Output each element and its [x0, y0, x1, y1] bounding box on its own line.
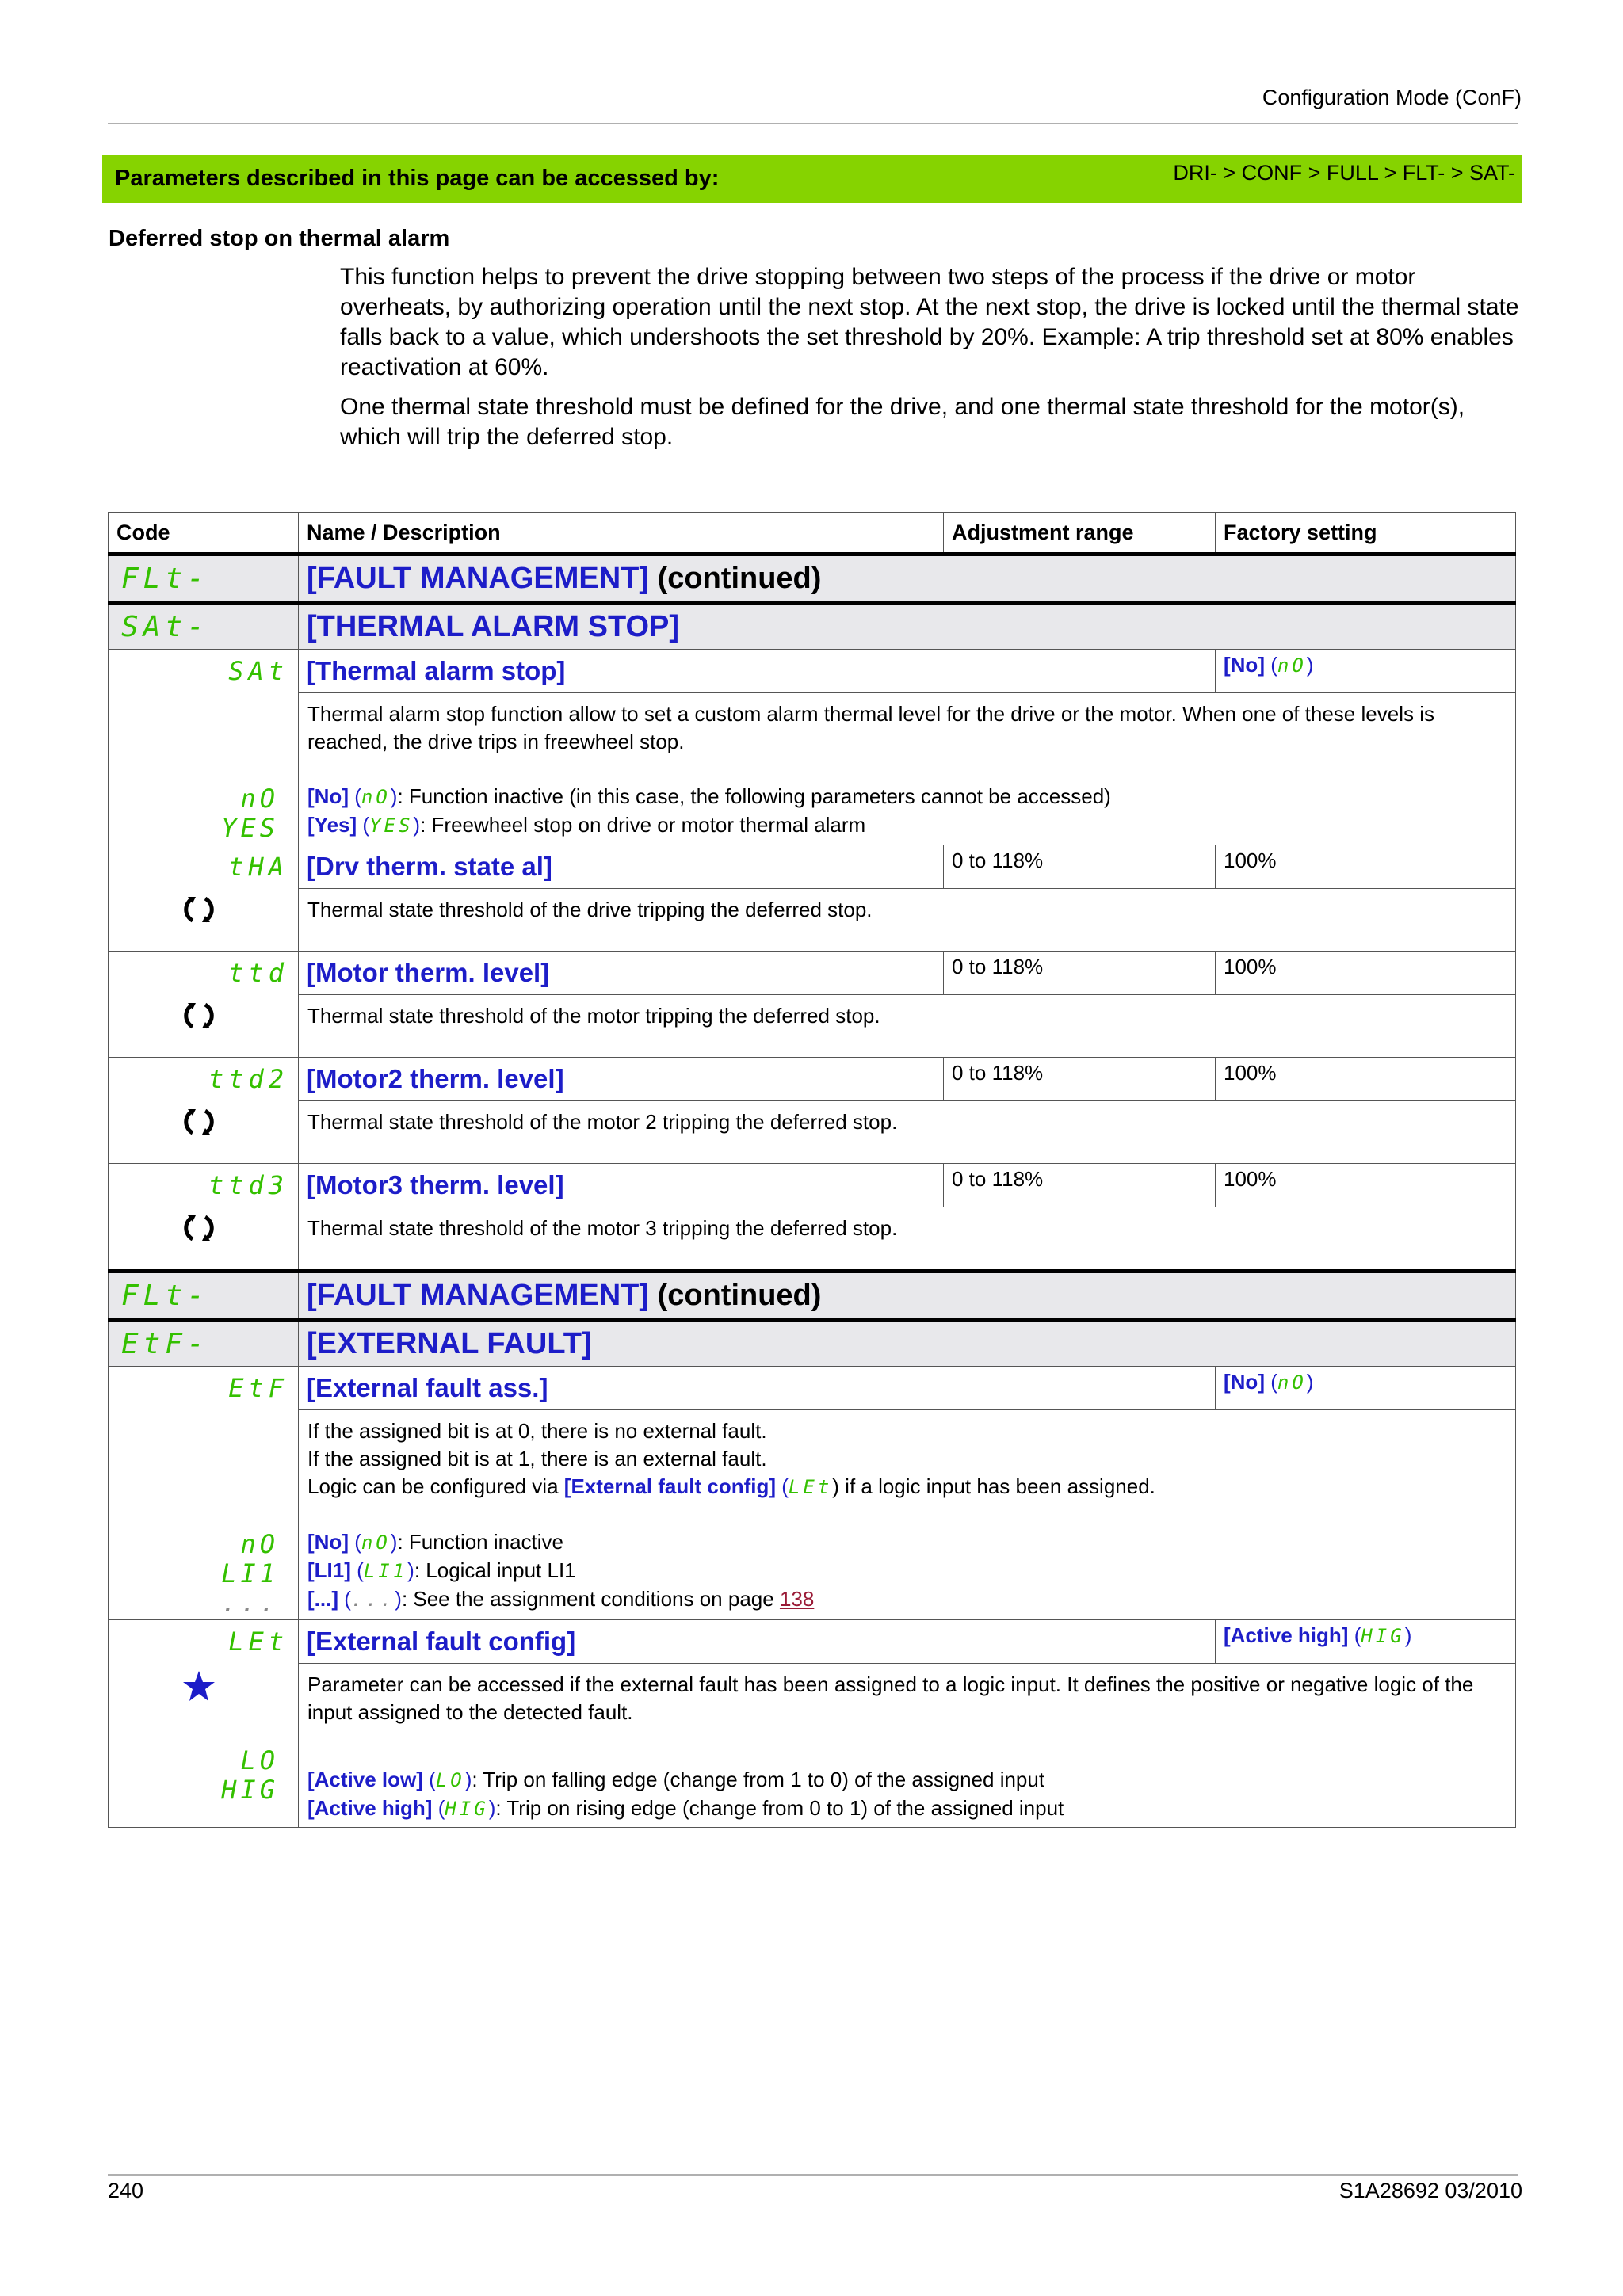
- option-code: nO: [240, 784, 279, 814]
- param-description-cell: [299, 995, 1516, 1058]
- param-description: Parameter can be accessed if the external fault has been assigned to a logic input. It defines the positive or negative logic of the input assigned to the detected fault.: [307, 1672, 1474, 1724]
- access-bar-path: DRI- > CONF > FULL > FLT- > SAT-: [1173, 161, 1515, 185]
- param-description-cell: [299, 1207, 1516, 1272]
- menu-code-text: SAt-: [121, 611, 209, 643]
- param-name: [Drv therm. state al]: [299, 845, 944, 889]
- table-header-row: [109, 513, 1516, 555]
- param-name: [Motor2 therm. level]: [299, 1058, 944, 1101]
- factory-setting: [Active high] (HIG): [1216, 1620, 1516, 1664]
- option-item: [...] (...): See the assignment conditions on page 138: [307, 1587, 815, 1611]
- factory-setting: 100%: [1216, 1164, 1516, 1207]
- factory-setting: 100%: [1216, 845, 1516, 889]
- menu-code-text: FLt-: [121, 563, 209, 595]
- param-description: Thermal state threshold of the motor tripping the deferred stop.: [307, 1004, 880, 1028]
- intro-text: [340, 262, 1521, 462]
- option-item: [Yes] (YES): Freewheel stop on drive or motor thermal alarm: [307, 813, 866, 837]
- adjustment-range: 0 to 118%: [944, 1164, 1216, 1207]
- factory-label: [No]: [1224, 1370, 1265, 1394]
- menu-code: [109, 555, 299, 603]
- menu-continued: (continued): [657, 1278, 822, 1312]
- param-description: Thermal state threshold of the motor 3 tripping the deferred stop.: [307, 1216, 898, 1240]
- param-description-cell: [299, 1664, 1516, 1828]
- menu-code-text: FLt-: [121, 1280, 209, 1312]
- document-reference: S1A28692 03/2010: [1338, 2179, 1522, 2203]
- refresh-cycle-icon: [109, 1104, 288, 1145]
- param-row-ttd: [109, 952, 1516, 995]
- menu-code: [109, 1320, 299, 1367]
- option-code: ...: [221, 1588, 279, 1618]
- menu-row-fault-management: [109, 1272, 1516, 1320]
- option-list: [300, 1766, 1514, 1826]
- menu-name-text: [FAULT MANAGEMENT]: [307, 1278, 650, 1312]
- param-code-cell: [109, 1620, 299, 1828]
- menu-continued: (continued): [657, 561, 822, 595]
- option-item: [Active low] (LO): Trip on falling edge (change from 1 to 0) of the assigned input: [307, 1768, 1045, 1791]
- param-code-cell: [109, 1058, 299, 1164]
- param-code-cell: [109, 650, 299, 845]
- header-code: Code: [109, 513, 299, 555]
- param-description: If the assigned bit is at 0, there is no external fault. If the assigned bit is at 1, there is an external fault. Logic can be configured via [External fault config] (LEt) if a logic input has been assigned.: [307, 1419, 1155, 1498]
- section-heading: Deferred stop on thermal alarm: [109, 226, 450, 251]
- option-codes: [109, 785, 288, 844]
- factory-setting: 100%: [1216, 952, 1516, 995]
- param-row-let: [109, 1620, 1516, 1664]
- option-item: [No] (nO): Function inactive: [307, 1530, 564, 1554]
- parameter-table: [108, 512, 1516, 1828]
- menu-name: [299, 1320, 1516, 1367]
- param-desc-row: [109, 1101, 1516, 1164]
- param-row-ttd3: [109, 1164, 1516, 1207]
- factory-setting: [No] (nO): [1216, 1367, 1516, 1410]
- param-desc-row: [109, 1207, 1516, 1272]
- menu-code-text: EtF-: [121, 1328, 209, 1360]
- factory-setting: 100%: [1216, 1058, 1516, 1101]
- param-desc-row: [109, 995, 1516, 1058]
- param-name: [Thermal alarm stop]: [299, 650, 1216, 693]
- param-description-cell: [299, 889, 1516, 952]
- factory-code: HIG: [1361, 1625, 1405, 1647]
- option-code: nO: [240, 1529, 279, 1559]
- param-code-cell: [109, 845, 299, 952]
- menu-name: [299, 603, 1516, 650]
- param-code: LEt: [228, 1627, 288, 1657]
- param-code: ttd2: [208, 1064, 288, 1094]
- access-bar-label: Parameters described in this page can be accessed by:: [115, 166, 720, 191]
- param-description: Thermal alarm stop function allow to set a custom alarm thermal level for the drive or the motor. When one of these levels is reached, the drive trips in freewheel stop.: [307, 702, 1434, 753]
- intro-paragraph: One thermal state threshold must be defined for the drive, and one thermal state threshold for the motor(s), which will trip the deferred stop.: [340, 394, 1465, 450]
- external-fault-config-ref: [External fault config]: [563, 1474, 777, 1498]
- menu-row-external-fault: [109, 1320, 1516, 1367]
- factory-code: nO: [1277, 1371, 1307, 1394]
- param-code-cell: [109, 1164, 299, 1272]
- header-divider: [108, 123, 1518, 124]
- param-name: [Motor therm. level]: [299, 952, 944, 995]
- access-bar: [102, 155, 1522, 203]
- option-item: [Active high] (HIG): Trip on rising edge (change from 0 to 1) of the assigned input: [307, 1796, 1064, 1820]
- option-code: LO: [240, 1745, 279, 1775]
- factory-label: [Active high]: [1224, 1623, 1349, 1647]
- menu-name: [299, 555, 1516, 603]
- page-link-138[interactable]: 138: [779, 1587, 815, 1611]
- factory-code: nO: [1277, 654, 1307, 677]
- header-name: Name / Description: [299, 513, 944, 555]
- menu-code: [109, 1272, 299, 1320]
- param-desc-row: [109, 1664, 1516, 1828]
- param-code: EtF: [228, 1373, 288, 1403]
- param-description: Thermal state threshold of the drive tripping the deferred stop.: [307, 898, 873, 921]
- param-row-etf: [109, 1367, 1516, 1410]
- param-desc-row: [109, 1410, 1516, 1620]
- param-code: SAt: [228, 656, 288, 686]
- param-row-sat: [109, 650, 1516, 693]
- option-codes: [109, 1747, 288, 1806]
- param-description-cell: [299, 693, 1516, 845]
- param-description-cell: [299, 1410, 1516, 1620]
- option-codes: [109, 1531, 288, 1619]
- param-name: [Motor3 therm. level]: [299, 1164, 944, 1207]
- option-code: HIG: [221, 1775, 279, 1805]
- option-code: LI1: [221, 1558, 279, 1589]
- param-desc-row: [109, 889, 1516, 952]
- factory-setting: [No] (nO): [1216, 650, 1516, 693]
- menu-name: [299, 1272, 1516, 1320]
- menu-row-thermal-alarm-stop: [109, 603, 1516, 650]
- param-row-tha: [109, 845, 1516, 889]
- param-description: Thermal state threshold of the motor 2 tripping the deferred stop.: [307, 1110, 898, 1134]
- adjustment-range: 0 to 118%: [944, 952, 1216, 995]
- param-name: [External fault ass.]: [299, 1367, 1216, 1410]
- page-header-title: Configuration Mode (ConF): [1262, 86, 1522, 109]
- option-item: [LI1] (LI1): Logical input LI1: [307, 1558, 576, 1582]
- param-description-cell: [299, 1101, 1516, 1164]
- param-code: ttd: [228, 958, 288, 988]
- menu-row-fault-management: [109, 555, 1516, 603]
- param-code-cell: [109, 1367, 299, 1620]
- footer-divider: [108, 2174, 1518, 2176]
- header-range: Adjustment range: [944, 513, 1216, 555]
- page-number: 240: [108, 2179, 144, 2203]
- menu-name-text: [EXTERNAL FAULT]: [307, 1326, 592, 1360]
- param-code-cell: [109, 952, 299, 1058]
- option-list: [300, 1528, 1514, 1617]
- adjustment-range: 0 to 118%: [944, 845, 1216, 889]
- star-icon: [109, 1669, 288, 1709]
- refresh-cycle-icon: [109, 892, 288, 933]
- param-row-ttd2: [109, 1058, 1516, 1101]
- header-factory: Factory setting: [1216, 513, 1516, 555]
- param-code: tHA: [228, 852, 288, 882]
- menu-name-text: [THERMAL ALARM STOP]: [307, 609, 680, 643]
- refresh-cycle-icon: [109, 998, 288, 1039]
- option-item: [No] (nO): Function inactive (in this case, the following parameters cannot be accessed): [307, 784, 1111, 808]
- adjustment-range: 0 to 118%: [944, 1058, 1216, 1101]
- option-list: [300, 783, 1514, 843]
- intro-paragraph: This function helps to prevent the drive stopping between two steps of the process if the drive or motor overheats, by authorizing operation until the next stop. At the next stop, the drive is locked until the thermal state falls back to a value, which undershoots the set threshold by 20%. Example: A trip threshold set at 80% enables reactivation at 60%.: [340, 264, 1519, 380]
- option-code: YES: [221, 813, 279, 843]
- param-code: ttd3: [208, 1170, 288, 1200]
- menu-name-text: [FAULT MANAGEMENT]: [307, 561, 650, 595]
- menu-code: [109, 603, 299, 650]
- param-name: [External fault config]: [299, 1620, 1216, 1664]
- factory-label: [No]: [1224, 653, 1265, 677]
- param-desc-row: [109, 693, 1516, 845]
- refresh-cycle-icon: [109, 1211, 288, 1251]
